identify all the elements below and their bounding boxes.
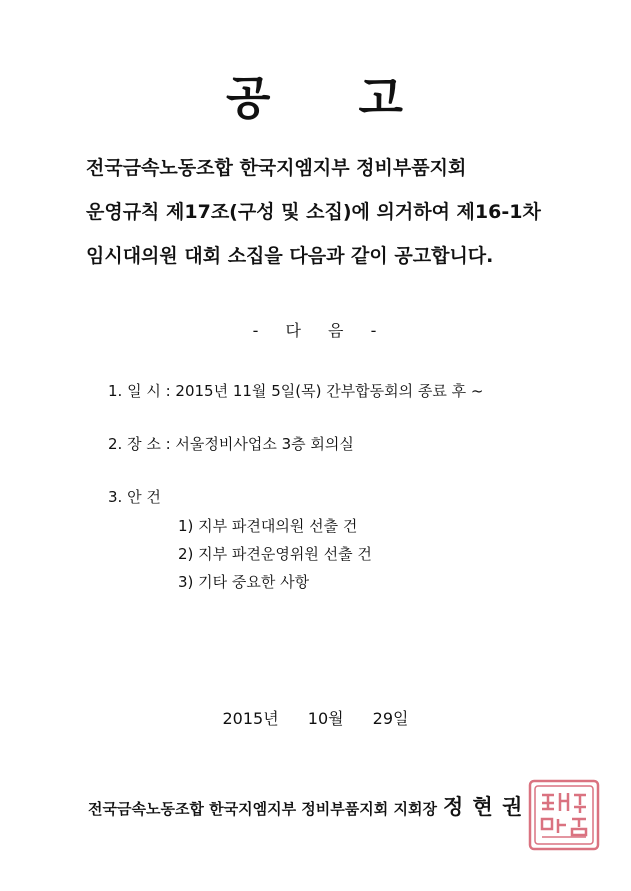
notice-date: 2015년 10월 29일 — [222, 709, 409, 728]
item-agenda: 3. 안 건 — [108, 488, 161, 506]
subheading: - 다 음 - — [252, 321, 379, 340]
agenda-item-1: 1) 지부 파견대의원 선출 건 — [178, 517, 358, 535]
signature-line — [88, 791, 523, 821]
intro-line-2: 운영규칙 제17조(구성 및 소집)에 의거하여 제16-1차 — [86, 201, 541, 223]
signatory-name: 정 현 권 — [442, 795, 524, 819]
intro-line-3: 임시대의원 대회 소집을 다음과 같이 공고합니다. — [86, 245, 494, 267]
item-location: 2. 장 소 : 서울정비사업소 3층 회의실 — [108, 435, 354, 453]
agenda-item-2: 2) 지부 파견운영위원 선출 건 — [178, 545, 372, 563]
official-seal-stamp — [526, 777, 602, 853]
intro-line-1: 전국금속노동조합 한국지엠지부 정비부품지회 — [86, 157, 467, 179]
notice-title: 공 고 — [226, 71, 405, 125]
organization-name: 전국금속노동조합 한국지엠지부 정비부품지회 지회장 — [88, 800, 437, 818]
agenda-item-3: 3) 기타 중요한 사항 — [178, 573, 310, 591]
item-datetime: 1. 일 시 : 2015년 11월 5일(목) 간부합동회의 종료 후 ~ — [108, 382, 484, 400]
intro-paragraph — [86, 146, 566, 278]
